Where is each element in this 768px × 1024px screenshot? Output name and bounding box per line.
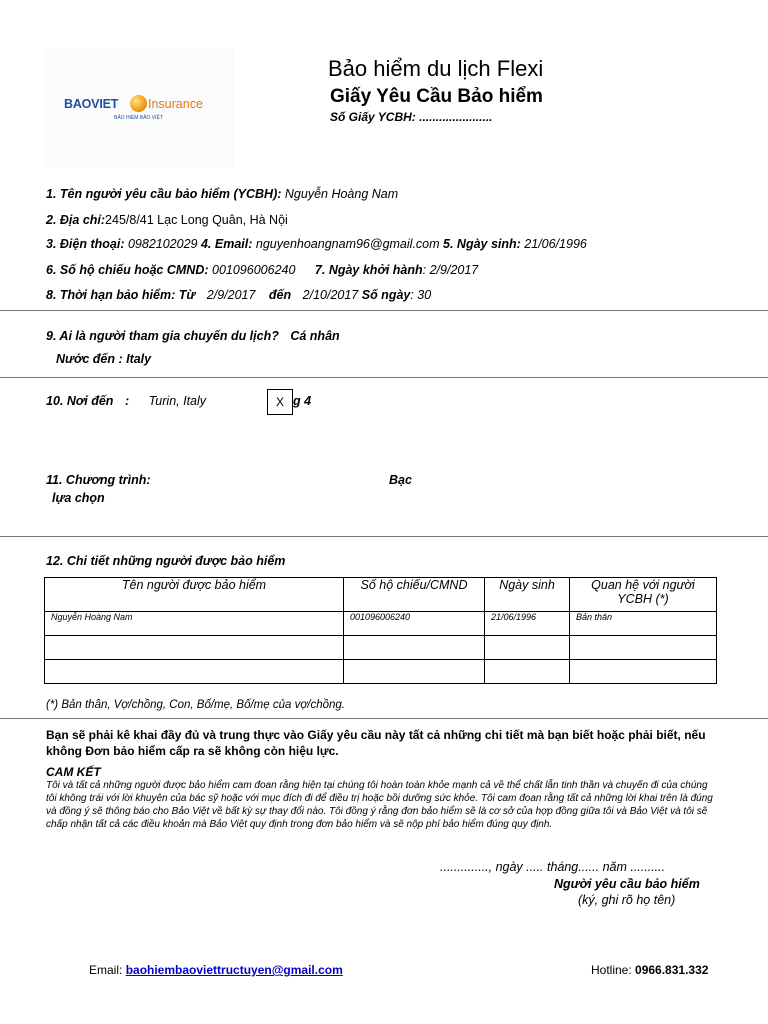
passport-label: 6. Số hộ chiếu hoặc CMND:: [46, 263, 209, 277]
relation-note: (*) Bản thân, Vợ/chồng, Con, Bố/mẹ, Bố/mẹ của vợ/chồng.: [46, 699, 346, 711]
baoviet-logo: [44, 48, 234, 168]
destination-label: 10. Nơi đến: [46, 394, 114, 408]
col-relation-header: Quan hệ với người YCBH (*): [570, 578, 717, 612]
traveler-label: 9. Ai là người tham gia chuyến du lịch?: [46, 329, 279, 343]
period-label: 8. Thời hạn bảo hiểm: Từ: [46, 288, 196, 302]
signer-title: Người yêu cầu bảo hiểm: [554, 877, 700, 891]
birthdate-value: 21/06/1996: [524, 237, 587, 251]
program-label-2: lựa chọn: [52, 491, 105, 505]
cell-name: [45, 660, 344, 684]
field-address: [46, 213, 288, 227]
cell-passport: 001096006240: [344, 612, 485, 636]
cell-passport: [344, 636, 485, 660]
destination-suffix: g 4: [293, 394, 312, 408]
section-traveler: [46, 329, 340, 343]
logo-insurance: Insurance: [148, 97, 203, 111]
globe-icon: [130, 95, 147, 112]
departure-value: : 2/9/2017: [422, 263, 479, 277]
table-header-row: [45, 578, 717, 612]
logo-tagline: BẢO HIỂM BẢO VIỆT: [114, 115, 163, 121]
days-value: : 30: [410, 288, 432, 302]
program-label: 11. Chương trình:: [46, 473, 151, 487]
phone-label: 3. Điện thoại:: [46, 237, 125, 251]
field-value: 245/8/41 Lạc Long Quân, Hà Nội: [105, 213, 288, 227]
hotline-value: 0966.831.332: [635, 963, 709, 977]
passport-value: 001096006240: [212, 263, 296, 277]
commitment-heading: CAM KẾT: [46, 765, 101, 779]
divider: [0, 377, 768, 378]
period-to: 2/10/2017: [302, 288, 359, 302]
col-passport-header: Số hộ chiếu/CMND: [344, 578, 485, 612]
program-value: Bạc: [389, 473, 412, 487]
birthdate-label: 5. Ngày sinh:: [443, 237, 521, 251]
signature-date: .............., ngày ..... tháng...... năm ..........: [440, 860, 666, 874]
period-to-label: đến: [268, 288, 292, 302]
phone-value: 0982102029: [127, 237, 198, 251]
table-row: [45, 636, 717, 660]
cell-name: [45, 636, 344, 660]
col-name-header: Tên người được bảo hiểm: [45, 578, 344, 612]
destination-country: Nước đến : Italy: [56, 352, 152, 366]
email-label: 4. Email:: [200, 237, 253, 251]
field-value: Nguyễn Hoàng Nam: [284, 187, 399, 201]
cell-relation: Bản thân: [570, 612, 717, 636]
traveler-value: Cá nhân: [290, 329, 340, 343]
ycbh-number: Số Giấy YCBH: ......................: [330, 110, 493, 124]
field-label: 2. Địa chỉ:: [46, 213, 106, 227]
field-passport-departure: [46, 263, 478, 277]
col-birthdate-header: Ngày sinh: [485, 578, 570, 612]
days-label: Số ngày: [361, 288, 411, 302]
table-row: [45, 660, 717, 684]
departure-label: 7. Ngày khởi hành: [314, 263, 423, 277]
cell-relation: [570, 636, 717, 660]
divider: [0, 536, 768, 537]
field-contact: [46, 237, 587, 251]
footer-hotline: [591, 963, 708, 977]
field-label: 1. Tên người yêu cầu bảo hiểm (YCBH):: [46, 187, 282, 201]
divider: [0, 718, 768, 719]
signature-instruction: (ký, ghi rõ họ tên): [578, 893, 676, 907]
cell-birthdate: [485, 636, 570, 660]
field-applicant-name: [46, 187, 398, 201]
table-row: [45, 612, 717, 636]
period-from: 2/9/2017: [206, 288, 256, 302]
document-title: Bảo hiểm du lịch Flexi: [328, 56, 544, 81]
email-label: Email:: [89, 963, 123, 977]
declaration-text: Bạn sẽ phải kê khai đầy đủ và trung thực vào Giấy yêu cầu này tất cả những chi tiết mà bạn biết hoặc phải biết, nếu không Đơn bảo hiểm cấp ra sẽ không còn hiệu lực.: [46, 728, 706, 758]
section-destination: [46, 394, 206, 408]
insured-table: [44, 577, 717, 684]
cell-passport: [344, 660, 485, 684]
insured-details-label: 12. Chi tiết những người được bảo hiểm: [46, 554, 286, 568]
document-subtitle: Giấy Yêu Cầu Bảo hiểm: [330, 86, 543, 107]
cell-relation: [570, 660, 717, 684]
email-link[interactable]: baohiembaoviettructuyen@gmail.com: [125, 963, 343, 977]
divider: [0, 310, 768, 311]
cell-birthdate: [485, 660, 570, 684]
destination-colon: :: [124, 394, 130, 408]
cell-birthdate: 21/06/1996: [485, 612, 570, 636]
destination-checkbox[interactable]: X: [267, 389, 293, 415]
logo-brand: BAOVIET: [64, 97, 119, 111]
footer-email: [89, 963, 343, 977]
hotline-label: Hotline:: [591, 963, 632, 977]
commitment-text: Tôi và tất cả những người được bảo hiểm cam đoan rằng hiện tại chúng tôi hoàn toàn khỏe mạnh cả về thể chất lẫn tinh thần và chuyến đi của chúng tôi không trái với lời khuyên của bác sỹ hoặc với mục đích đi để điều trị hoặc bồi dưỡng sức khỏe. Tôi cam đoan rằng tất cả những lời khai trên là đúng và đồng ý sẽ thông báo cho Bảo Việt về bất kỳ sự thay đổi nào. Tôi đồng ý rằng đơn bảo hiểm sẽ là cơ sở của hợp đồng giữa tôi và Bảo Việt và tôi sẽ chấp nhận tất cả các điều khoản mà Bảo Việt quy định trong đơn bảo hiểm và sẽ nộp phí bảo hiểm đúng quy định.: [46, 780, 713, 830]
cell-name: Nguyễn Hoàng Nam: [45, 612, 344, 636]
field-insurance-period: [46, 288, 431, 302]
email-value: nguyenhoangnam96@gmail.com: [255, 237, 440, 251]
destination-value: Turin, Italy: [148, 394, 207, 408]
